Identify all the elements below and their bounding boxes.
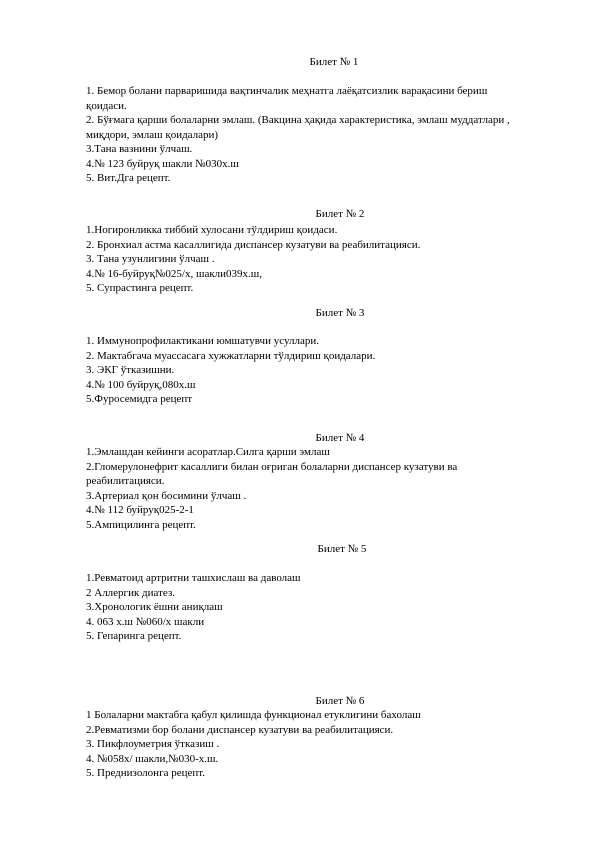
- ticket-2: [86, 207, 526, 296]
- ticket-item: 2. Мактабгача муассасага хужжатларни тўлдириш қоидалари.: [86, 349, 376, 362]
- ticket-title: Билет № 1: [309, 56, 359, 68]
- ticket-item: 2.Гломерулонефрит касаллиги билан оғриган болаларни диспансер кузатуви ва реабилитацияси.: [86, 460, 458, 487]
- ticket-title: Билет № 2: [315, 208, 365, 220]
- ticket-title: Билет № 6: [315, 695, 365, 707]
- ticket-item: 2.Ревматизми бор болани диспансер кузатуви ва реабилитацияси.: [86, 723, 394, 736]
- ticket-1: [86, 55, 526, 186]
- ticket-item: 2 Аллергик диатез.: [86, 586, 176, 599]
- ticket-items: [86, 334, 526, 407]
- ticket-item: 1.Эмлашдан кейинги асоратлар.Силга қарши эмлаш: [86, 446, 330, 458]
- ticket-item: 4. №058х/ шакли,№030-х.ш.: [86, 752, 219, 765]
- ticket-items: [86, 445, 526, 532]
- ticket-item: 3. Пикфлоуметрия ўтказиш .: [86, 738, 220, 750]
- ticket-item: 5. Супрастинга рецепт.: [86, 282, 194, 294]
- ticket-item: 2. Бронхиал астма касаллигида диспансер кузатуви ва реабилитацияси.: [86, 238, 421, 251]
- ticket-item: 2. Бўғмага қарши болаларни эмлаш. (Вакцина ҳақида характеристика, эмлаш муддатлари , миқдори, эмлаш қоидалари): [86, 114, 510, 141]
- ticket-title: Билет № 5: [317, 543, 367, 555]
- ticket-6: [86, 694, 526, 781]
- ticket-item: 1.Ревматоид артритни ташхислаш ва даволаш: [86, 572, 301, 584]
- ticket-item: 4.№ 100 буйруқ,080х.ш: [86, 378, 196, 391]
- ticket-title: Билет № 4: [315, 432, 365, 444]
- ticket-items: [86, 84, 526, 186]
- ticket-item: 1.Ногиронликка тиббий хулосани тўлдириш қоидаси.: [86, 224, 338, 236]
- ticket-item: 4.№ 112 буйруқ025-2-1: [86, 504, 194, 516]
- ticket-item: 3.Артериал қон босимини ўлчаш .: [86, 489, 247, 502]
- ticket-item: 4. 063 х.ш №060/х шакли: [86, 615, 205, 628]
- ticket-5: [86, 542, 526, 644]
- ticket-item: 5.Ампицилинга рецепт.: [86, 518, 196, 531]
- ticket-item: 5.Фуросемидга рецепт: [86, 393, 193, 405]
- ticket-item: 4.№ 123 буйруқ шакли №030х.ш: [86, 157, 239, 170]
- ticket-items: [86, 571, 526, 644]
- ticket-item: 3. ЭКГ ўтказишни.: [86, 364, 175, 376]
- ticket-items: [86, 708, 526, 781]
- ticket-items: [86, 223, 526, 296]
- ticket-4: [86, 431, 526, 532]
- ticket-item: 3.Хронологик ёшни аниқлаш: [86, 601, 223, 613]
- ticket-item: 5. Вит.Дга рецепт.: [86, 172, 171, 184]
- ticket-3: [86, 306, 526, 407]
- ticket-item: 1 Болаларни мактабга қабул қилишда функционал етуклигини бахолаш: [86, 709, 421, 721]
- ticket-item: 3. Тана узунлигини ўлчаш .: [86, 253, 215, 265]
- ticket-item: 1. Бемор болани парваришида вақтинчалик меҳнатга лаёқатсизлик варақасини бериш қоидаси.: [86, 85, 488, 112]
- ticket-item: 4.№ 16-буйруқ№025/х, шакли039х.ш,: [86, 267, 263, 280]
- ticket-item: 1. Иммунопрофилактикани юмшатувчи усуллари.: [86, 335, 319, 347]
- ticket-item: 5. Гепаринга рецепт.: [86, 630, 182, 642]
- ticket-item: 3.Тана вазнини ўлчаш.: [86, 143, 193, 155]
- ticket-item: 5. Преднизолонга рецепт.: [86, 767, 205, 779]
- ticket-title: Билет № 3: [315, 307, 365, 319]
